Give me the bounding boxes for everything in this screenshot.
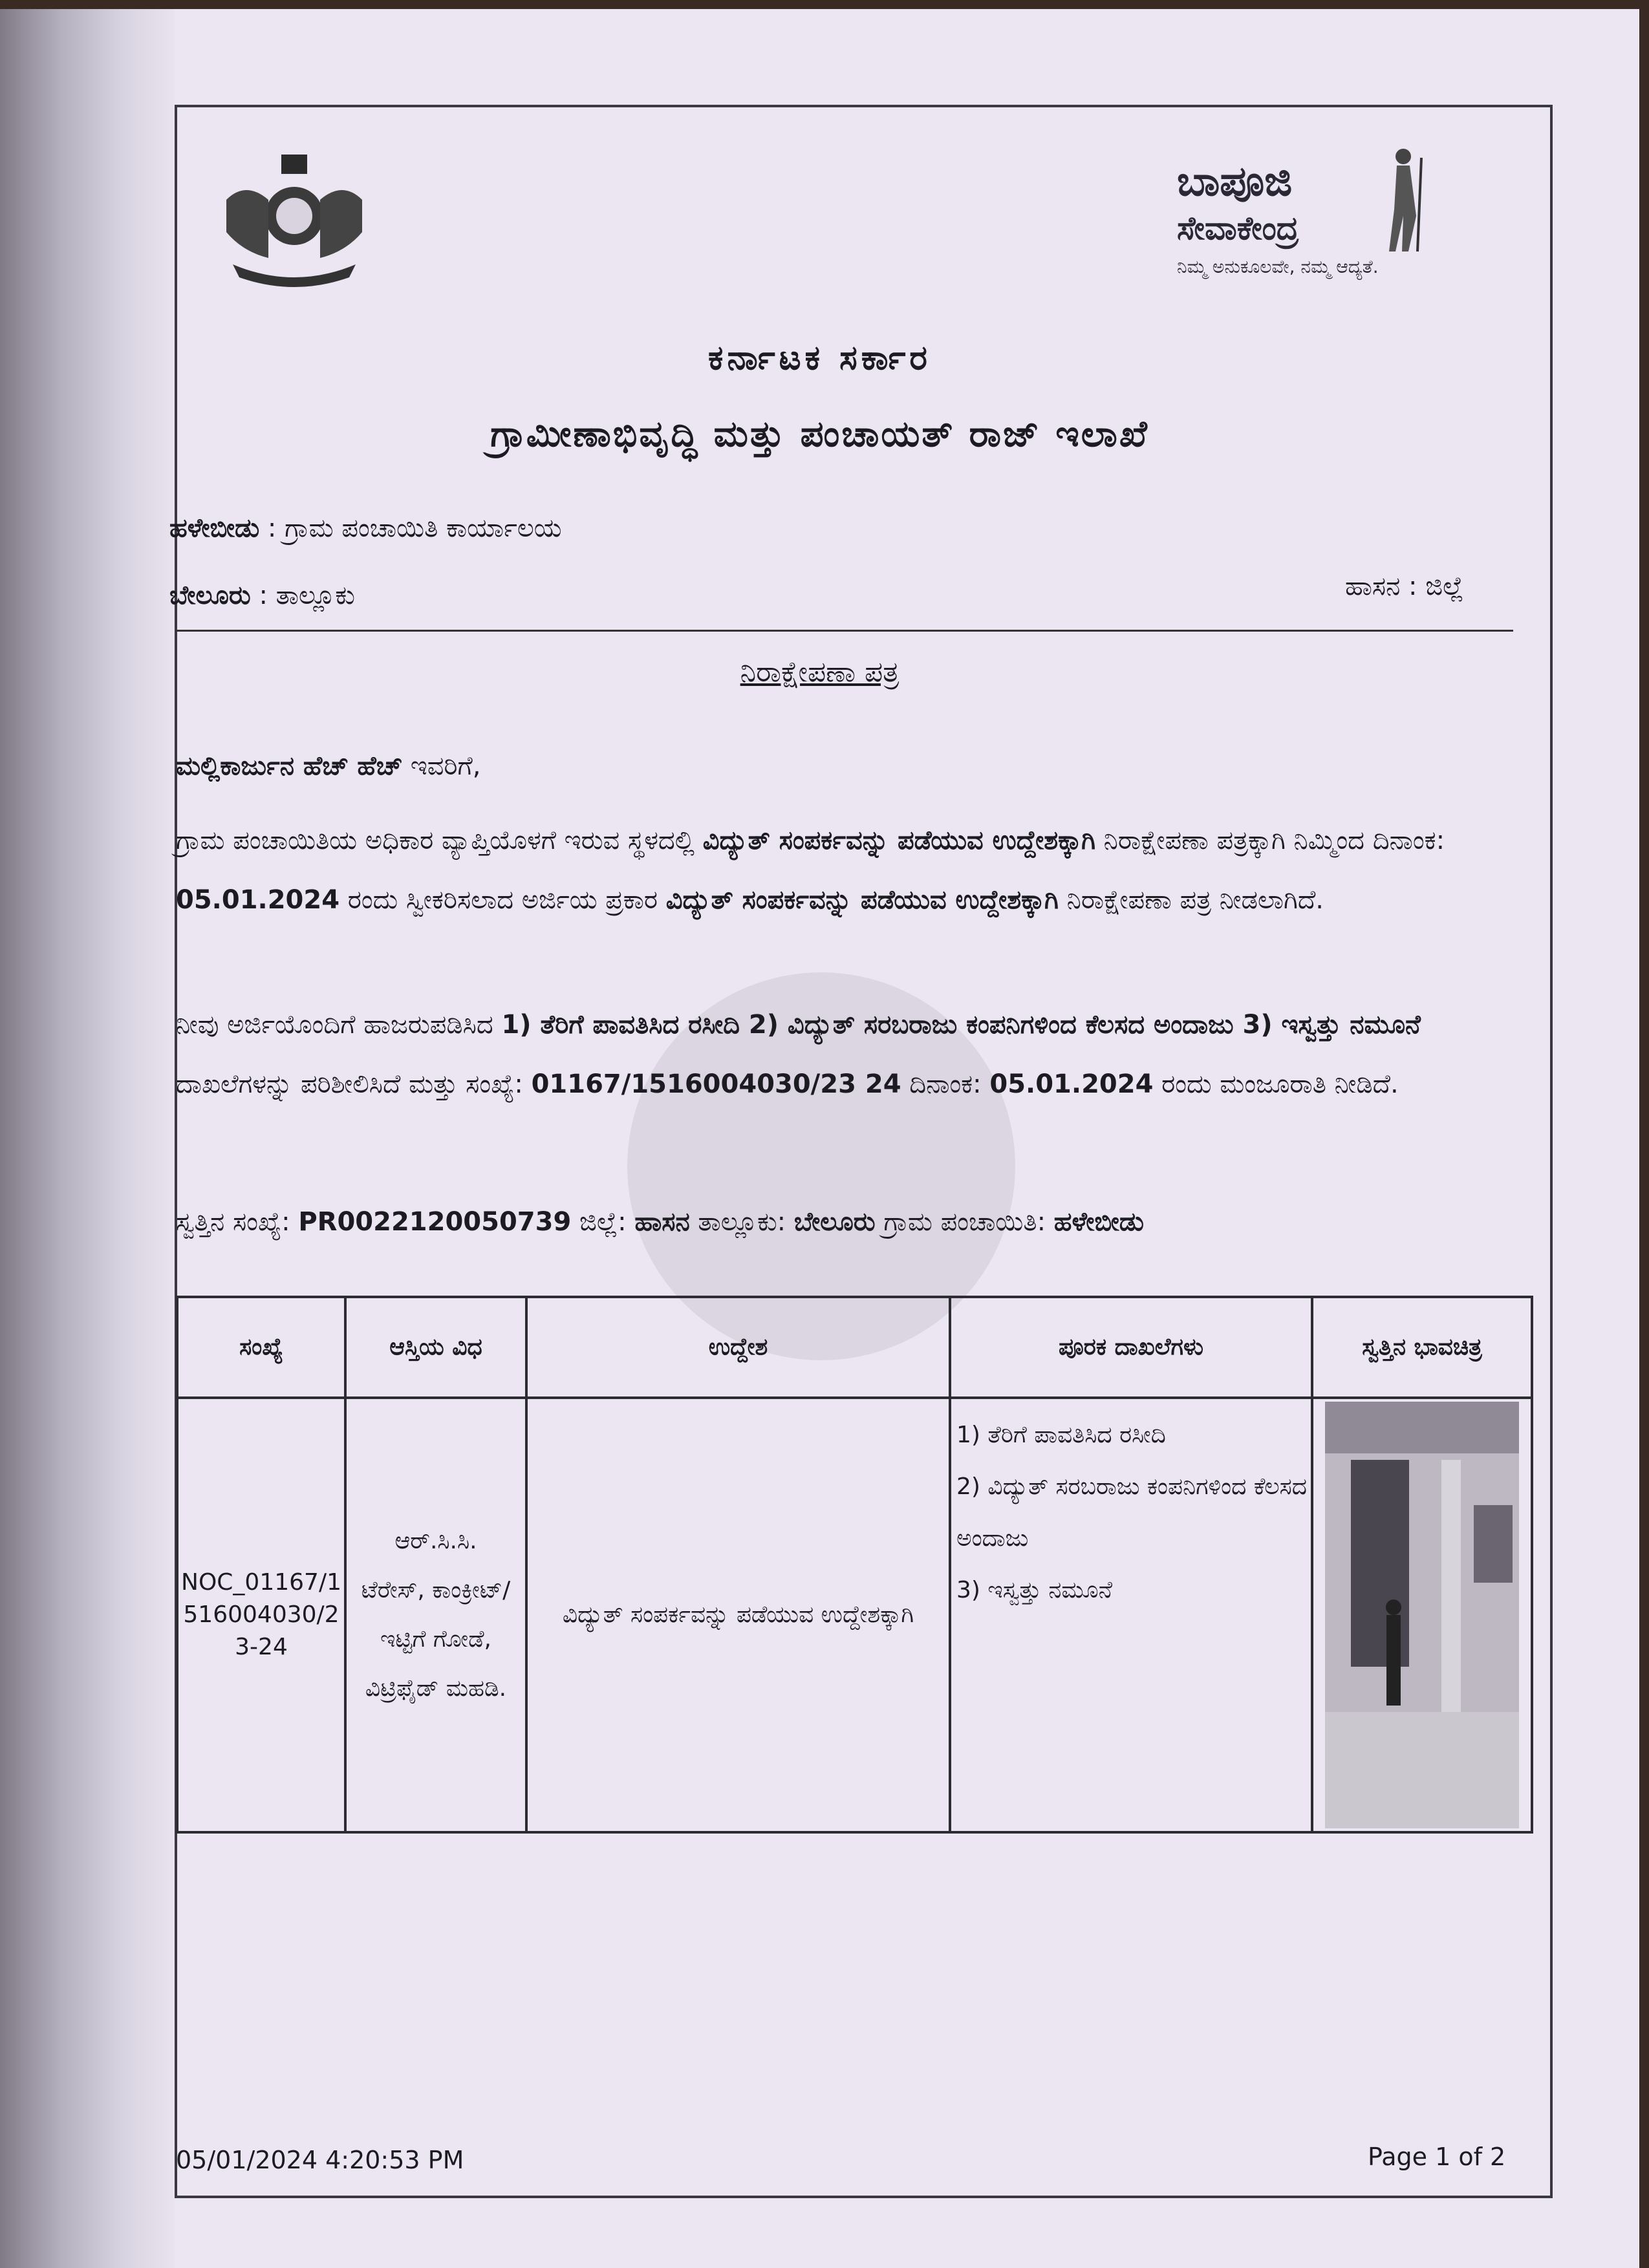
property-taluk-label: ತಾಲ್ಲೂಕು: <box>689 1207 794 1237</box>
cell-property-photo <box>1312 1398 1532 1832</box>
cell-purpose: ವಿದ್ಯುತ್ ಸಂಪರ್ಕವನ್ನು ಪಡೆಯುವ ಉದ್ದೇಶಕ್ಕಾಗಿ <box>526 1398 950 1832</box>
taluk-name: ಬೇಲೂರು <box>169 581 251 610</box>
property-photo <box>1325 1402 1519 1828</box>
property-label: ಸ್ವತ್ತಿನ ಸಂಖ್ಯೆ: <box>176 1207 299 1237</box>
karnataka-emblem-icon <box>207 155 382 290</box>
p1-text-a: ಗ್ರಾಮ ಪಂಚಾಯಿತಿಯ ಅಧಿಕಾರ ವ್ಯಾಪ್ತಿಯೊಳಗೆ ಇರುವ ಸ್ಥಳದಲ್ಲಿ <box>176 826 703 855</box>
header-property-photo: ಸ್ವತ್ತಿನ ಭಾವಚಿತ್ರ <box>1312 1297 1532 1398</box>
header-supporting-documents: ಪೂರಕ ದಾಖಲೆಗಳು <box>950 1297 1312 1398</box>
property-number: PR0022120050739 <box>298 1207 572 1237</box>
noc-details-table <box>176 1296 1533 1834</box>
property-district-label: ಜಿಲ್ಲೆ: <box>571 1207 635 1237</box>
taluk-suffix: : ತಾಲ್ಲೂಕು <box>250 581 355 610</box>
p2-text-d: ದಿನಾಂಕ: <box>901 1069 990 1099</box>
state-title: ಕರ್ನಾಟಕ ಸರ್ಕಾರ <box>708 339 931 378</box>
paragraph-1 <box>176 811 1514 930</box>
cell-noc-number: NOC_01167/1516004030/23-24 <box>177 1398 345 1832</box>
p2-text-a: ನೀವು ಅರ್ಜಿಯೊಂದಿಗೆ ಹಾಜರುಪಡಿಸಿದ <box>176 1010 502 1040</box>
p2-documents: 1) ತೆರಿಗೆ ಪಾವತಿಸಿದ ರಸೀದಿ 2) ವಿದ್ಯುತ್ ಸರಬರಾಜು ಕಂಪನಿಗಳಿಂದ ಕೆಲಸದ ಅಂದಾಜು 3) ಇಸ್ವತ್ತು ನಮೂನೆ <box>501 1010 1421 1040</box>
addressee-name: ಮಲ್ಲಿಕಾರ್ಜುನ ಹೆಚ್ ಹೆಚ್ <box>176 751 403 781</box>
p1-text-b: ವಿದ್ಯುತ್ ಸಂಪರ್ಕವನ್ನು ಪಡೆಯುವ ಉದ್ದೇಶಕ್ಕಾಗಿ <box>702 826 1095 855</box>
doc-item-2: 2) ವಿದ್ಯುತ್ ಸರಬರಾಜು ಕಂಪನಿಗಳಿಂದ ಕೆಲಸದ ಅಂದಾಜು <box>956 1473 1308 1552</box>
cell-property-type: ಆರ್.ಸಿ.ಸಿ. ಟೆರೇಸ್, ಕಾಂಕ್ರೀಟ್/ಇಟ್ಟಿಗೆ ಗೋಡೆ, ವಿಟ್ರಿಫೈಡ್ ಮಹಡಿ. <box>345 1398 526 1832</box>
office-village-line <box>169 513 562 543</box>
doc-item-3: 3) ಇಸ್ವತ್ತು ನಮೂನೆ <box>956 1577 1113 1603</box>
noc-heading: ನಿರಾಕ್ಷೇಪಣಾ ಪತ್ರ <box>740 656 900 689</box>
property-line <box>176 1192 1514 1252</box>
p1-text-c: ನಿರಾಕ್ಷೇಪಣಾ ಪತ್ರಕ್ಕಾಗಿ ನಿಮ್ಮಿಂದ ದಿನಾಂಕ: <box>1095 826 1445 855</box>
property-taluk: ಬೇಲೂರು <box>793 1207 876 1237</box>
footer-timestamp: 05/01/2024 4:20:53 PM <box>176 2146 464 2174</box>
addressee-suffix: ಇವರಿಗೆ, <box>410 751 481 781</box>
property-gp-label: ಗ್ರಾಮ ಪಂಚಾಯಿತಿ: <box>875 1207 1054 1237</box>
department-title: ಗ್ರಾಮೀಣಾಭಿವೃದ್ಧಿ ಮತ್ತು ಪಂಚಾಯತ್ ರಾಜ್ ಇಲಾಖೆ <box>490 413 1149 455</box>
footer-page-number: Page 1 of 2 <box>1368 2143 1506 2171</box>
p1-text-d: ರಂದು ಸ್ವೀಕರಿಸಲಾದ ಅರ್ಜಿಯ ಪ್ರಕಾರ <box>339 885 666 915</box>
p1-text-e: ವಿದ್ಯುತ್ ಸಂಪರ್ಕವನ್ನು ಪಡೆಯುವ ಉದ್ದೇಶಕ್ಕಾಗಿ <box>665 885 1059 915</box>
logo-sub: ಸೇವಾಕೇಂದ್ರ <box>1177 209 1299 247</box>
property-gp: ಹಳೇಬೀಡು <box>1053 1207 1144 1237</box>
p2-date: 05.01.2024 <box>989 1069 1154 1099</box>
header-number: ಸಂಖ್ಯೆ <box>177 1297 345 1398</box>
village-suffix: : ಗ್ರಾಮ ಪಂಚಾಯಿತಿ ಕಾರ್ಯಾಲಯ <box>259 513 562 543</box>
village-name: ಹಳೇಬೀಡು <box>169 513 260 543</box>
logo-name: ಬಾಪೂಜಿ <box>1177 158 1293 206</box>
office-taluk-line <box>169 581 355 610</box>
cell-supporting-documents <box>950 1398 1312 1832</box>
district-line: ಹಾಸನ : ಜಿಲ್ಲೆ <box>1345 572 1464 601</box>
header-divider <box>176 630 1513 632</box>
paragraph-2 <box>176 995 1514 1114</box>
p2-number: 01167/1516004030/23 24 <box>531 1069 901 1099</box>
bapuji-sevakendra-logo <box>1177 145 1449 284</box>
p2-text-c: ದಾಖಲೆಗಳನ್ನು ಪರಿಶೀಲಿಸಿದೆ ಮತ್ತು ಸಂಖ್ಯೆ: <box>176 1069 532 1099</box>
doc-item-1: 1) ತೆರಿಗೆ ಪಾವತಿಸಿದ ರಸೀದಿ <box>956 1422 1166 1448</box>
p1-date: 05.01.2024 <box>176 885 340 915</box>
p2-text-e: ರಂದು ಮಂಜೂರಾತಿ ನೀಡಿದೆ. <box>1153 1069 1399 1099</box>
document-sheet <box>0 9 1639 2268</box>
logo-tagline: ನಿಮ್ಮ ಅನುಕೂಲವೇ, ನಮ್ಮ ಆದ್ಯತೆ. <box>1177 256 1379 277</box>
gandhi-figure-icon <box>1371 145 1436 255</box>
table-header-row <box>177 1297 1532 1398</box>
property-district: ಹಾಸನ <box>634 1207 690 1237</box>
header-purpose: ಉದ್ದೇಶ <box>526 1297 950 1398</box>
addressee-line <box>176 736 1514 796</box>
header-property-type: ಆಸ್ತಿಯ ವಿಧ <box>345 1297 526 1398</box>
table-row <box>177 1398 1532 1832</box>
p1-text-f: ನಿರಾಕ್ಷೇಪಣಾ ಪತ್ರ ನೀಡಲಾಗಿದೆ. <box>1058 885 1324 915</box>
